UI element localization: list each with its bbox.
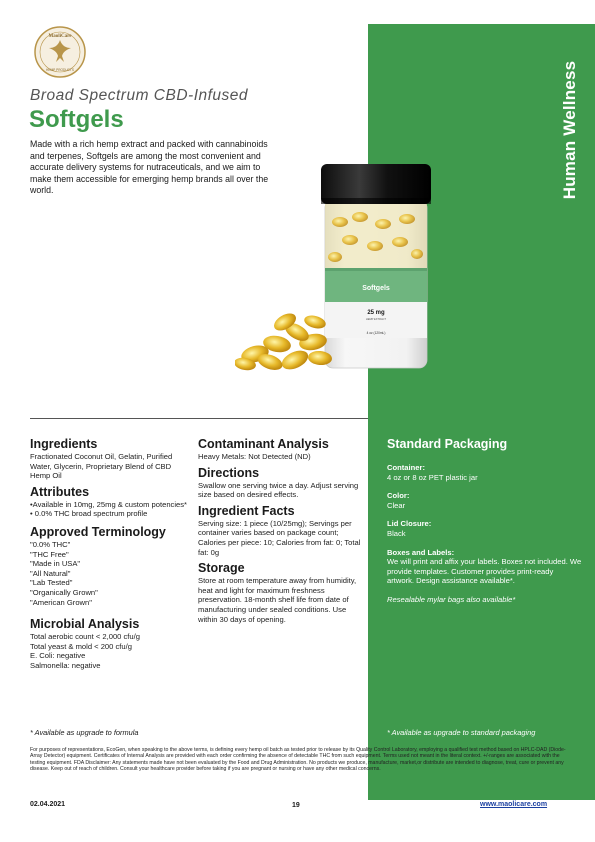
packaging-item <box>387 491 582 510</box>
packaging-item <box>387 548 582 586</box>
ingredients-heading: Ingredients <box>30 437 98 451</box>
footnote-packaging: * Available as upgrade to standard packaging <box>387 728 536 737</box>
footnote-formula: * Available as upgrade to formula <box>30 728 139 737</box>
microbial-line: Total yeast & mold < 200 cfu/g <box>30 641 132 651</box>
page-date: 02.04.2021 <box>30 801 66 808</box>
terminology-line: "American Grown" <box>30 597 92 607</box>
terminology-line: "All Natural" <box>30 568 71 578</box>
softgel-jar-image <box>235 162 435 374</box>
terminology-line: "0.0% THC" <box>30 539 71 549</box>
storage-text: Store at room temperature away from humidity, heat and light for maximum freshness preservation. 18-month shelf life from date of manufacturing under sealed conditions. Use within 30 days of opening. <box>198 576 357 624</box>
directions-section <box>198 466 363 500</box>
middle-column <box>198 437 363 628</box>
product-subtitle: Broad Spectrum CBD-Infused <box>30 87 249 104</box>
facts-heading: Ingredient Facts <box>198 503 295 518</box>
legal-disclaimer: For purposes of representations, EcoGen, when speaking to the above terms, is defining every hemp oil batch as tested prior to release by its Quality Control Laboratory, employing a qualified test method based on HPLC-DAD (Diode-Array Detector) equipment. Certificates of Internal Analysis are provided with each order confirming the absence of detectable THC from such equipment. Terms used not meant in the literal context. +/-ranges are associated with the testing equipment. FDA Disclaimer: Any statements made have not been evaluated by the Food and Drug Administration. No products we produce, manufacture, market,or distribute are intended to diagnose, treat, cure or prevent any disease. Keep out of reach of children. Consult your healthcare provider before taking if you are pregnant or nursing or have any other medical concerns. <box>30 747 566 773</box>
terminology-line: "THC Free" <box>30 549 69 559</box>
microbial-heading: Microbial Analysis <box>30 617 140 632</box>
packaging-value: Clear <box>387 500 406 510</box>
storage-section <box>198 561 363 624</box>
packaging-label: Lid Closure: <box>387 519 432 529</box>
microbial-line: Total aerobic count < 2,000 cfu/g <box>30 632 140 642</box>
website-link[interactable]: www.maolicare.com <box>480 801 548 808</box>
directions-text: Swallow one serving twice a day. Adjust serving size based on desired effects. <box>198 480 359 500</box>
logo-text-top: MaoliCare <box>48 34 72 39</box>
logo-text-bottom: HEMP PRODUCTS <box>46 68 74 72</box>
side-title: Human Wellness <box>560 60 579 200</box>
packaging-heading: Standard Packaging <box>387 437 508 451</box>
contaminant-text: Heavy Metals: Not Detected (ND) <box>198 452 311 461</box>
ingredients-text: Fractionated Coconut Oil, Gelatin, Purified Water, Glycerin, Proprietary Blend of CBD Hemp Oil <box>30 452 173 481</box>
jar-label-name: Softgels <box>362 285 390 292</box>
packaging-label: Boxes and Labels: <box>387 547 455 557</box>
left-column <box>30 437 190 675</box>
microbial-line: E. Coli: negative <box>30 651 86 661</box>
terminology-line: "Lab Tested" <box>30 578 73 588</box>
packaging-panel <box>387 437 582 604</box>
page-number: 19 <box>292 802 300 809</box>
packaging-value: Black <box>387 528 406 538</box>
terminology-section <box>30 525 190 607</box>
jar-label-dose: 25 mg <box>367 310 385 316</box>
maolicare-logo <box>34 26 86 78</box>
attributes-section <box>30 485 190 519</box>
attributes-line: •Available in 10mg, 25mg & custom potencies* <box>30 499 188 509</box>
section-divider <box>30 418 368 419</box>
packaging-value: 4 oz or 8 oz PET plastic jar <box>387 472 478 482</box>
intro-text: Made with a rich hemp extract and packed with cannabinoids and terpenes, Softgels are among the most convenient and accurate delivery systems for nutraceuticals, and we aim to make them accessible for emerging hemp brands all over the world. <box>30 139 269 196</box>
facts-section <box>198 504 363 557</box>
contaminant-section <box>198 437 363 462</box>
packaging-value: We will print and affix your labels. Boxes not included. We provide templates. Customer provides print-ready artwork. Design assistance available*. <box>387 557 582 586</box>
attributes-line: • 0.0% THC broad spectrum profile <box>30 509 148 519</box>
terminology-line: "Made in USA" <box>30 559 81 569</box>
jar-label-size: 4 oz (120mL) <box>366 331 386 335</box>
packaging-label: Container: <box>387 463 425 472</box>
packaging-label: Color: <box>387 491 410 501</box>
terminology-heading: Approved Terminology <box>30 524 166 539</box>
contaminant-heading: Contaminant Analysis <box>198 437 329 451</box>
product-title: Softgels <box>29 106 124 133</box>
packaging-note: Resealable mylar bags also available* <box>387 594 516 604</box>
microbial-section <box>30 617 190 670</box>
ingredients-section <box>30 437 190 481</box>
storage-heading: Storage <box>198 561 245 576</box>
facts-text: Serving size: 1 piece (10/25mg); Servings per container varies based on package count; Calories per piece: 10; Calories from fat: 0; Total fat: 0g <box>198 518 361 557</box>
directions-heading: Directions <box>198 465 260 480</box>
microbial-line: Salmonella: negative <box>30 660 101 670</box>
packaging-item <box>387 463 582 482</box>
terminology-line: "Organically Grown" <box>30 587 98 597</box>
attributes-heading: Attributes <box>30 484 90 499</box>
packaging-item <box>387 519 582 538</box>
jar-label-dose-sub: HEMP EXTRACT <box>365 318 387 321</box>
